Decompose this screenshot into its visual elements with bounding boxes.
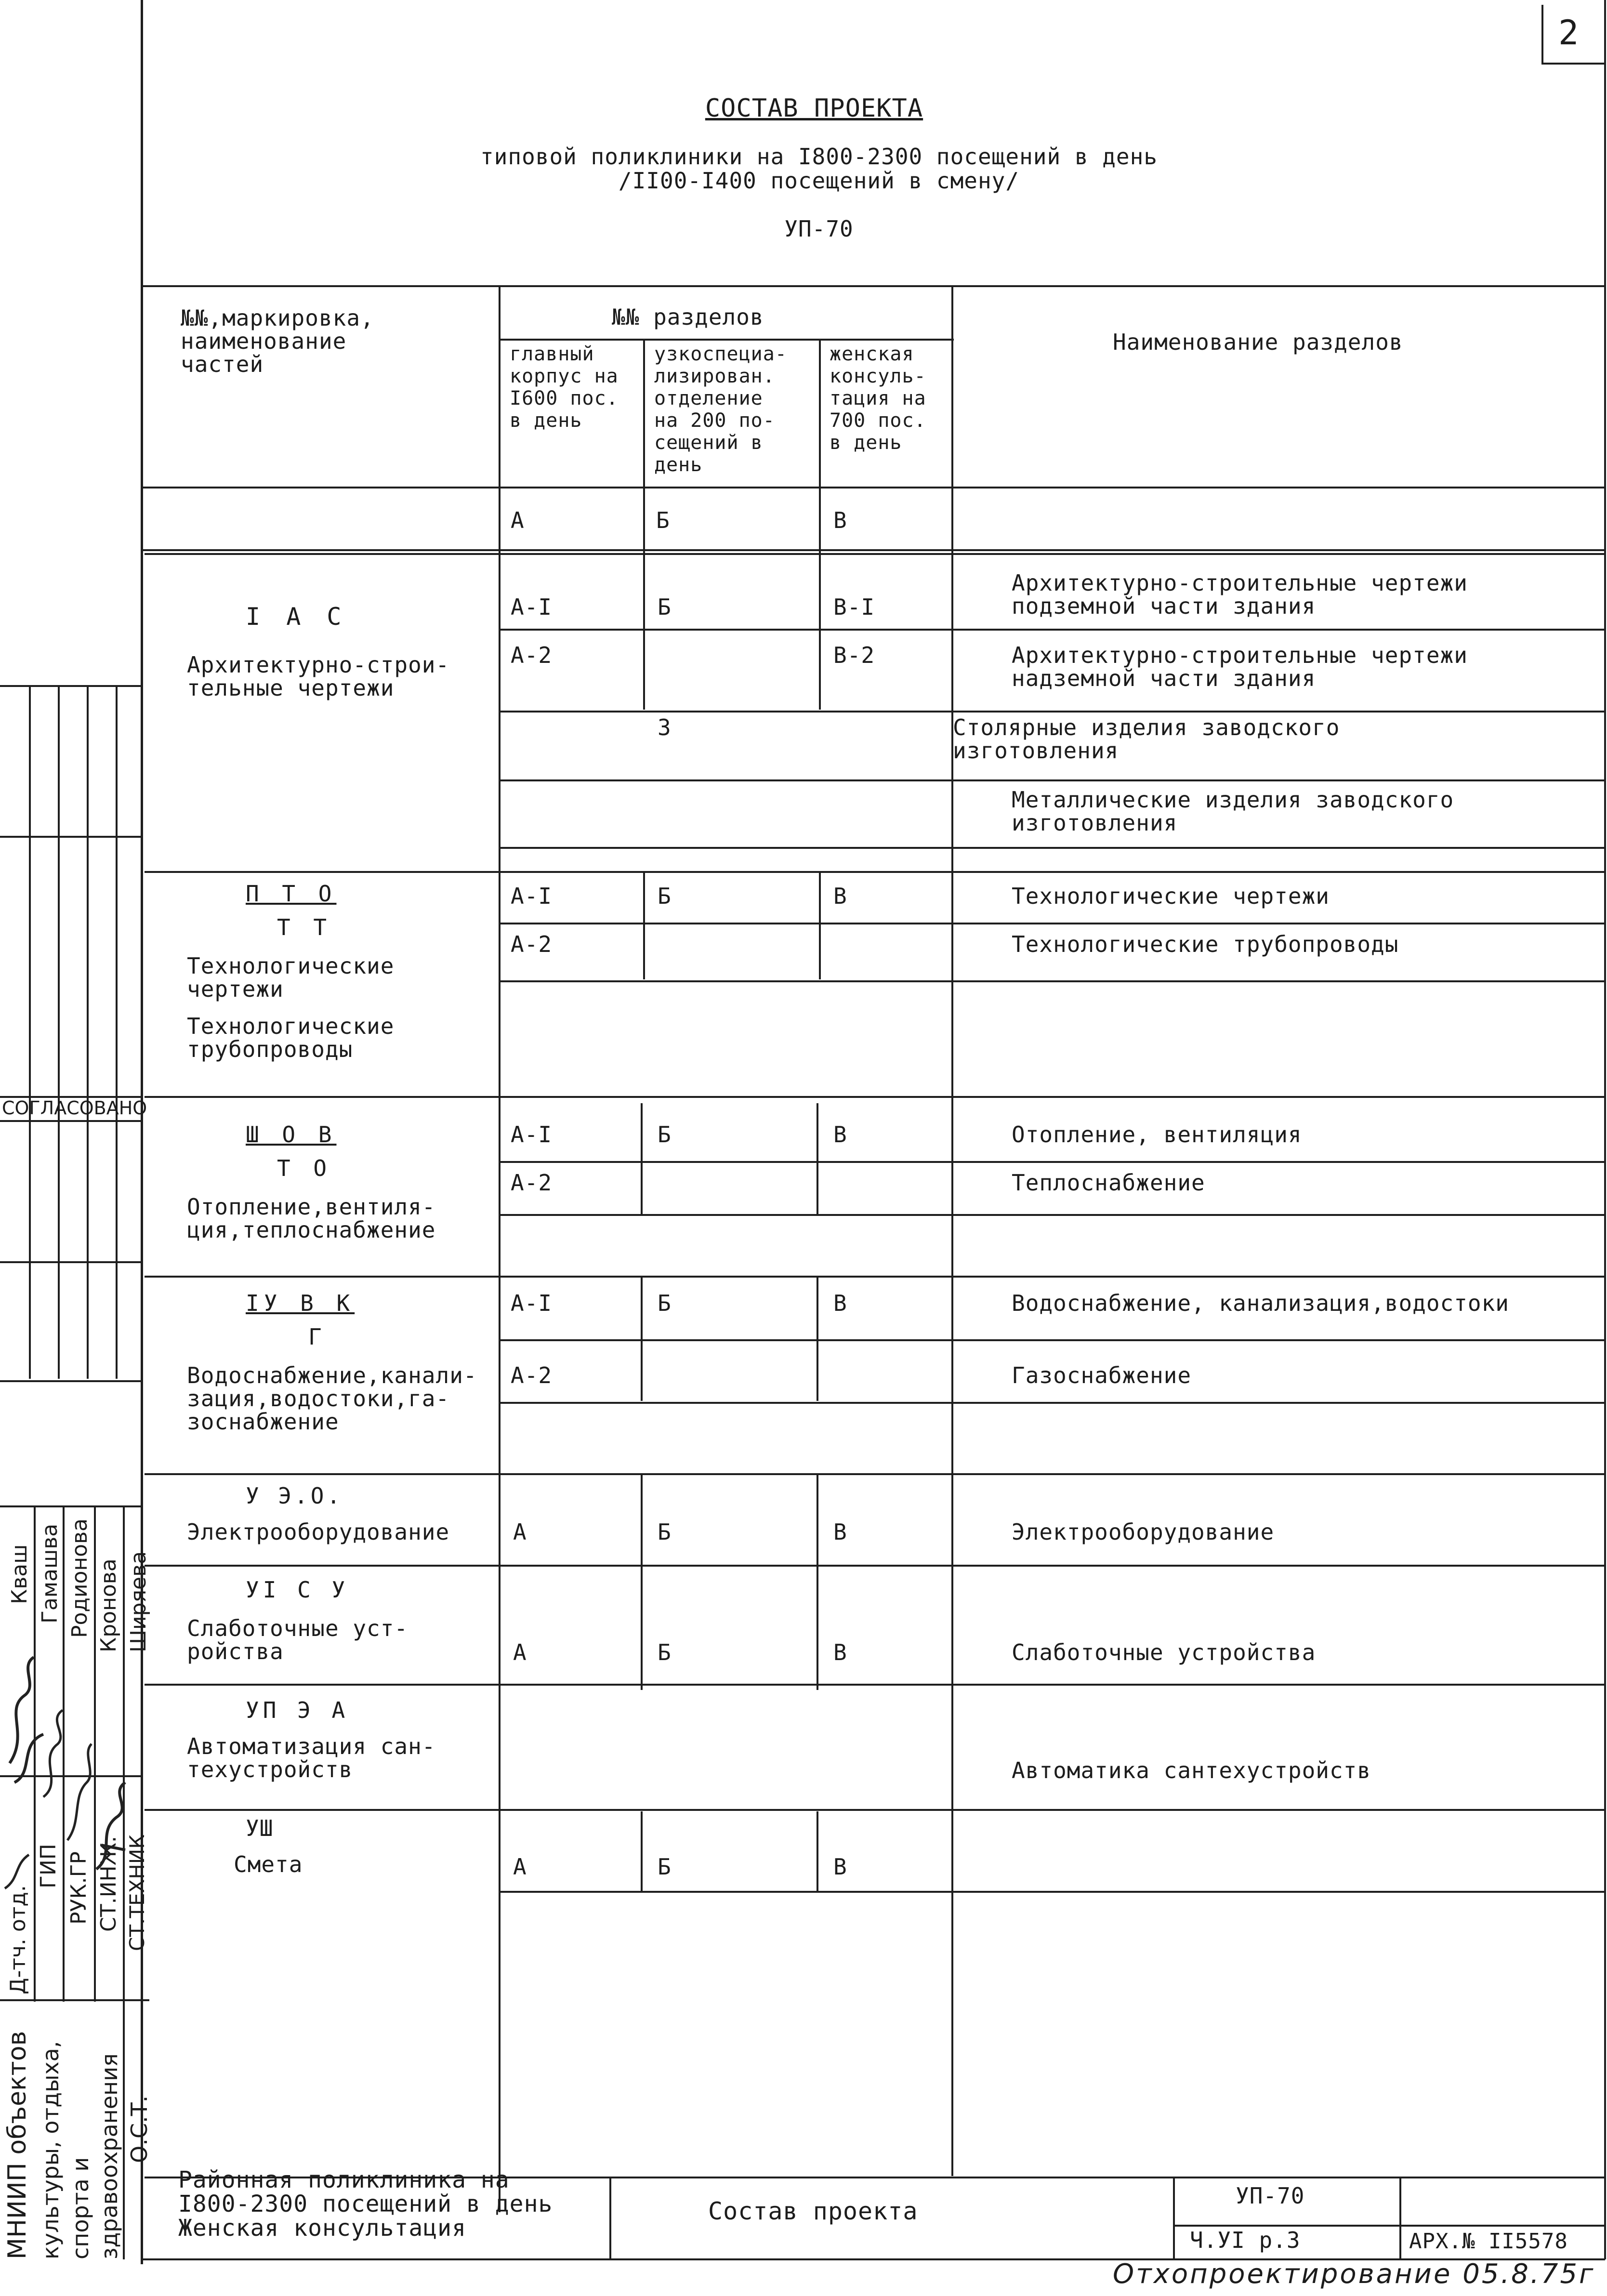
page-title: СОСТАВ ПРОЕКТА bbox=[705, 94, 923, 123]
header-col1-line3: частей bbox=[181, 351, 264, 377]
sig-name-1: Кваш bbox=[7, 1544, 32, 1604]
sidebar-sig-top bbox=[0, 1505, 141, 1507]
part2-code-2: Т Т bbox=[277, 914, 332, 940]
titleblock-code: УП-70 bbox=[1236, 2183, 1305, 2209]
role-head: РУК.ГР bbox=[66, 1851, 91, 1925]
col-divider-2b bbox=[643, 871, 645, 979]
header-b-line3: отделение bbox=[654, 387, 763, 409]
col-divider-1 bbox=[499, 285, 501, 2212]
part2-name-4: трубопроводы bbox=[187, 1036, 353, 1062]
part2-top bbox=[145, 871, 1605, 873]
part3-top bbox=[145, 1096, 1605, 1098]
p5-b: Б bbox=[658, 1519, 672, 1545]
p5-name: Электрооборудование bbox=[1012, 1519, 1275, 1545]
header-col1-line1: №№,маркировка, bbox=[181, 305, 374, 331]
part4-code-1: IУ В К bbox=[246, 1290, 355, 1316]
signature-scribbles bbox=[0, 1638, 145, 1913]
p6-c: В bbox=[833, 1639, 847, 1665]
part6-top bbox=[145, 1565, 1605, 1567]
p1-row4-line bbox=[499, 847, 1605, 849]
titleblock-name: Состав проекта bbox=[708, 2197, 918, 2225]
header-c-line2: консуль- bbox=[830, 365, 926, 387]
p3-r1-c: В bbox=[833, 1122, 847, 1148]
p4-r2-a: А-2 bbox=[511, 1362, 553, 1388]
titleblock-archive: АРХ.№ II5578 bbox=[1409, 2229, 1568, 2254]
role-gip: ГИП bbox=[36, 1844, 61, 1888]
p1-r1-b: Б bbox=[658, 594, 672, 620]
header-c-line5: в день bbox=[830, 432, 902, 454]
p4-r1-b: Б bbox=[658, 1290, 672, 1316]
frame-right-line bbox=[1604, 0, 1606, 2259]
role-eng: СТ.ИНЖ. bbox=[96, 1836, 121, 1932]
header-names: Наименование разделов bbox=[1113, 329, 1403, 355]
col-divider-3f bbox=[817, 1811, 818, 1891]
p3-r2-name: Теплоснабжение bbox=[1012, 1170, 1205, 1196]
part6-name-2: ройства bbox=[187, 1638, 284, 1664]
p8-b: Б bbox=[658, 1854, 672, 1880]
part4-top bbox=[145, 1276, 1605, 1278]
sidebar-grid-v2 bbox=[58, 685, 60, 1379]
institute-line-2: культуры, отдыха, bbox=[38, 2041, 64, 2259]
p1-r1-name-2: подземной части здания bbox=[1012, 593, 1316, 619]
p2-r1-c: В bbox=[833, 883, 847, 909]
sidebar-grid-6 bbox=[0, 1380, 141, 1382]
p5-c: В bbox=[833, 1519, 847, 1545]
p6-a: А bbox=[513, 1639, 527, 1665]
p2-r1-b: Б bbox=[658, 883, 672, 909]
header-col1-line2: наименование bbox=[181, 328, 347, 354]
p1-r2-c: В-2 bbox=[833, 642, 875, 668]
titleblock-div-3 bbox=[1399, 2177, 1401, 2259]
titleblock-mid bbox=[1173, 2225, 1605, 2227]
p4-r1-c: В bbox=[833, 1290, 847, 1316]
part7-code: УП Э А bbox=[246, 1697, 349, 1723]
header-a-line4: в день bbox=[510, 409, 582, 432]
p1-r2-name-2: надземной части здания bbox=[1012, 665, 1316, 691]
part2-name-3: Технологические bbox=[187, 1013, 395, 1039]
sidebar-agreed: СОГЛАСОВАНО bbox=[2, 1097, 147, 1119]
part8-top bbox=[145, 1809, 1605, 1811]
sidebar-grid-v3 bbox=[87, 685, 89, 1379]
part6-name-1: Слаботочные уст- bbox=[187, 1615, 408, 1641]
col-divider-3c bbox=[817, 1103, 818, 1214]
p2-r2-a: А-2 bbox=[511, 931, 553, 957]
p5-a: А bbox=[513, 1519, 527, 1545]
header-b-line4: на 200 по- bbox=[654, 409, 775, 432]
p3-r2-a: А-2 bbox=[511, 1170, 553, 1196]
p3-r1-a: А-I bbox=[511, 1122, 553, 1148]
header-c-line3: тация на bbox=[830, 387, 926, 409]
p1-r1-c: В-I bbox=[833, 594, 875, 620]
titleblock-desc-1: Районная поликлиника на bbox=[178, 2166, 510, 2193]
p3-r1-b: Б bbox=[658, 1122, 672, 1148]
col-divider-3e bbox=[817, 1473, 818, 1690]
part7-top bbox=[145, 1684, 1605, 1686]
part2-code-1: П Т О bbox=[246, 881, 337, 907]
titleblock-div-1 bbox=[609, 2177, 611, 2259]
page-number-box-left bbox=[1541, 5, 1543, 63]
part1-name-1: Архитектурно-строи- bbox=[187, 652, 450, 678]
footer-stamp: Отхопроектирование 05.8.75г bbox=[1113, 2258, 1595, 2290]
page-number-box-bottom bbox=[1541, 63, 1605, 65]
institute-line-4: здравоохранения bbox=[96, 2053, 122, 2259]
sidebar-grid-top bbox=[0, 685, 141, 687]
titleblock-desc-3: Женская консультация bbox=[178, 2215, 466, 2242]
p1-r3-b: 3 bbox=[658, 714, 672, 740]
header-b-line6: день bbox=[654, 454, 703, 476]
col-divider-2e bbox=[641, 1473, 643, 1690]
p1-row1-line bbox=[499, 629, 1605, 631]
institute-line-3: спорта и bbox=[67, 2157, 93, 2259]
header-a-line3: I600 пос. bbox=[510, 387, 619, 409]
institute-line-1: МНИИП объектов bbox=[3, 2031, 32, 2259]
p6-name: Слаботочные устройства bbox=[1012, 1639, 1316, 1665]
part5-name: Электрооборудование bbox=[187, 1519, 450, 1545]
part7-name-2: техустройств bbox=[187, 1756, 353, 1782]
part3-code-2: Т О bbox=[277, 1155, 332, 1181]
part6-code: УI С У bbox=[246, 1577, 349, 1603]
letter-c: В bbox=[833, 507, 847, 533]
sig-name-3: Родионова bbox=[67, 1518, 92, 1638]
part2-name-2: чертежи bbox=[187, 976, 284, 1002]
p7-name: Автоматика сантехустройств bbox=[1012, 1757, 1371, 1783]
p1-r3-name-1: Столярные изделия заводского bbox=[953, 714, 1340, 740]
part2-name-1: Технологические bbox=[187, 953, 395, 979]
sig-name-2: Гамашва bbox=[38, 1523, 62, 1623]
part5-code: У Э.О. bbox=[246, 1483, 343, 1509]
part5-top bbox=[145, 1473, 1605, 1475]
part8-code: УШ bbox=[246, 1815, 274, 1841]
letter-b: Б bbox=[656, 507, 670, 533]
sidebar-grid-v1 bbox=[29, 685, 31, 1379]
part4-name-1: Водоснабжение,канали- bbox=[187, 1362, 477, 1388]
p1-r3-name-2: изготовления bbox=[953, 738, 1119, 764]
p2-r1-name: Технологические чертежи bbox=[1012, 883, 1330, 909]
p2-r2-name: Технологические трубопроводы bbox=[1012, 931, 1399, 957]
header-c-line4: 700 пос. bbox=[830, 409, 926, 432]
p4-r2-name: Газоснабжение bbox=[1012, 1362, 1192, 1388]
col-divider-3d bbox=[817, 1276, 818, 1401]
p8-c: В bbox=[833, 1854, 847, 1880]
page-subtitle-1: типовой поликлиники на I800-2300 посещений в день bbox=[480, 144, 1158, 170]
col-divider-2c bbox=[641, 1103, 643, 1214]
p4-r1-a: А-I bbox=[511, 1290, 553, 1316]
p3-row2-line bbox=[499, 1214, 1605, 1216]
role-dep: Д-тч. отд. bbox=[6, 1885, 30, 1994]
titleblock-desc-2: I800-2300 посещений в день bbox=[178, 2190, 553, 2217]
p4-r1-name: Водоснабжение, канализация,водостоки bbox=[1012, 1290, 1509, 1316]
p1-row2-line bbox=[499, 711, 1605, 713]
p1-r2-name-1: Архитектурно-строительные чертежи bbox=[1012, 642, 1468, 668]
header-b-line5: сещений в bbox=[654, 432, 763, 454]
sidebar-grid-4 bbox=[0, 1120, 141, 1122]
p4-row2-line bbox=[499, 1402, 1605, 1404]
header-a-line2: корпус на bbox=[510, 365, 619, 387]
page-number: 2 bbox=[1558, 13, 1580, 53]
p1-r4-name-1: Металлические изделия заводского bbox=[1012, 787, 1454, 813]
p4-row1-line bbox=[499, 1339, 1605, 1341]
p6-b: Б bbox=[658, 1639, 672, 1665]
role-tech: СТ.ТЕХНИК bbox=[125, 1834, 149, 1951]
col-divider-2a bbox=[643, 339, 645, 710]
part1-code: I А С bbox=[246, 603, 347, 631]
page-subtitle-2: /II00-I400 посещений в смену/ bbox=[618, 168, 1020, 194]
col-divider-3a bbox=[819, 339, 821, 710]
p1-r1-a: А-I bbox=[511, 594, 553, 620]
part4-name-2: зация,водостоки,га- bbox=[187, 1386, 450, 1412]
sidebar-grid-v4 bbox=[116, 685, 118, 1379]
sig-name-5: Ширяева bbox=[126, 1551, 151, 1652]
p2-r1-a: А-I bbox=[511, 883, 553, 909]
p1-row3-line bbox=[499, 779, 1605, 781]
letters-row-bottom bbox=[141, 549, 1605, 551]
header-b-line2: лизирован. bbox=[654, 365, 775, 387]
institute-ost: О.С.Т. bbox=[126, 2095, 152, 2163]
page-code: УП-70 bbox=[784, 216, 854, 242]
titleblock-div-2 bbox=[1173, 2177, 1175, 2259]
sidebar-grid-5 bbox=[0, 1261, 141, 1263]
part1-top bbox=[145, 553, 1605, 555]
col-divider-2d bbox=[641, 1276, 643, 1401]
header-sections-line bbox=[499, 339, 954, 341]
col-divider-2f bbox=[641, 1811, 643, 1891]
col-divider-3b bbox=[819, 871, 821, 979]
letter-a: А bbox=[511, 507, 525, 533]
part8-name: Смета bbox=[234, 1851, 303, 1877]
header-a-line1: главный bbox=[510, 343, 594, 365]
part4-name-3: зоснабжение bbox=[187, 1409, 339, 1435]
titleblock-part: Ч.УI р.3 bbox=[1190, 2227, 1301, 2253]
table-top-line bbox=[141, 285, 1605, 287]
sig-name-4: Кронова bbox=[96, 1558, 121, 1652]
part3-code-1: Ш О В bbox=[246, 1122, 337, 1148]
part4-code-2: Г bbox=[308, 1324, 322, 1350]
p2-row2-line bbox=[499, 980, 1605, 982]
header-b-line1: узкоспециа- bbox=[654, 343, 787, 365]
institute-divider bbox=[123, 1999, 125, 2259]
p8-a: А bbox=[513, 1854, 527, 1880]
p2-row1-line bbox=[499, 923, 1605, 924]
sidebar-grid-2 bbox=[0, 836, 141, 838]
header-sections: №№ разделов bbox=[612, 304, 764, 330]
p3-r1-name: Отопление, вентиляция bbox=[1012, 1122, 1302, 1148]
p1-r1-name-1: Архитектурно-строительные чертежи bbox=[1012, 570, 1468, 596]
part3-name-1: Отопление,вентиля- bbox=[187, 1194, 436, 1220]
part3-name-2: ция,теплоснабжение bbox=[187, 1217, 436, 1243]
p1-r4-name-2: изготовления bbox=[1012, 810, 1178, 836]
header-bottom-line bbox=[141, 487, 1605, 488]
part1-name-2: тельные чертежи bbox=[187, 675, 395, 701]
p1-r2-a: А-2 bbox=[511, 642, 553, 668]
part7-name-1: Автоматизация сан- bbox=[187, 1733, 436, 1759]
p8-row1-line bbox=[499, 1891, 1605, 1893]
sidebar-sig-bottom bbox=[0, 1999, 149, 2001]
header-c-line1: женская bbox=[830, 343, 914, 365]
p3-row1-line bbox=[499, 1161, 1605, 1163]
